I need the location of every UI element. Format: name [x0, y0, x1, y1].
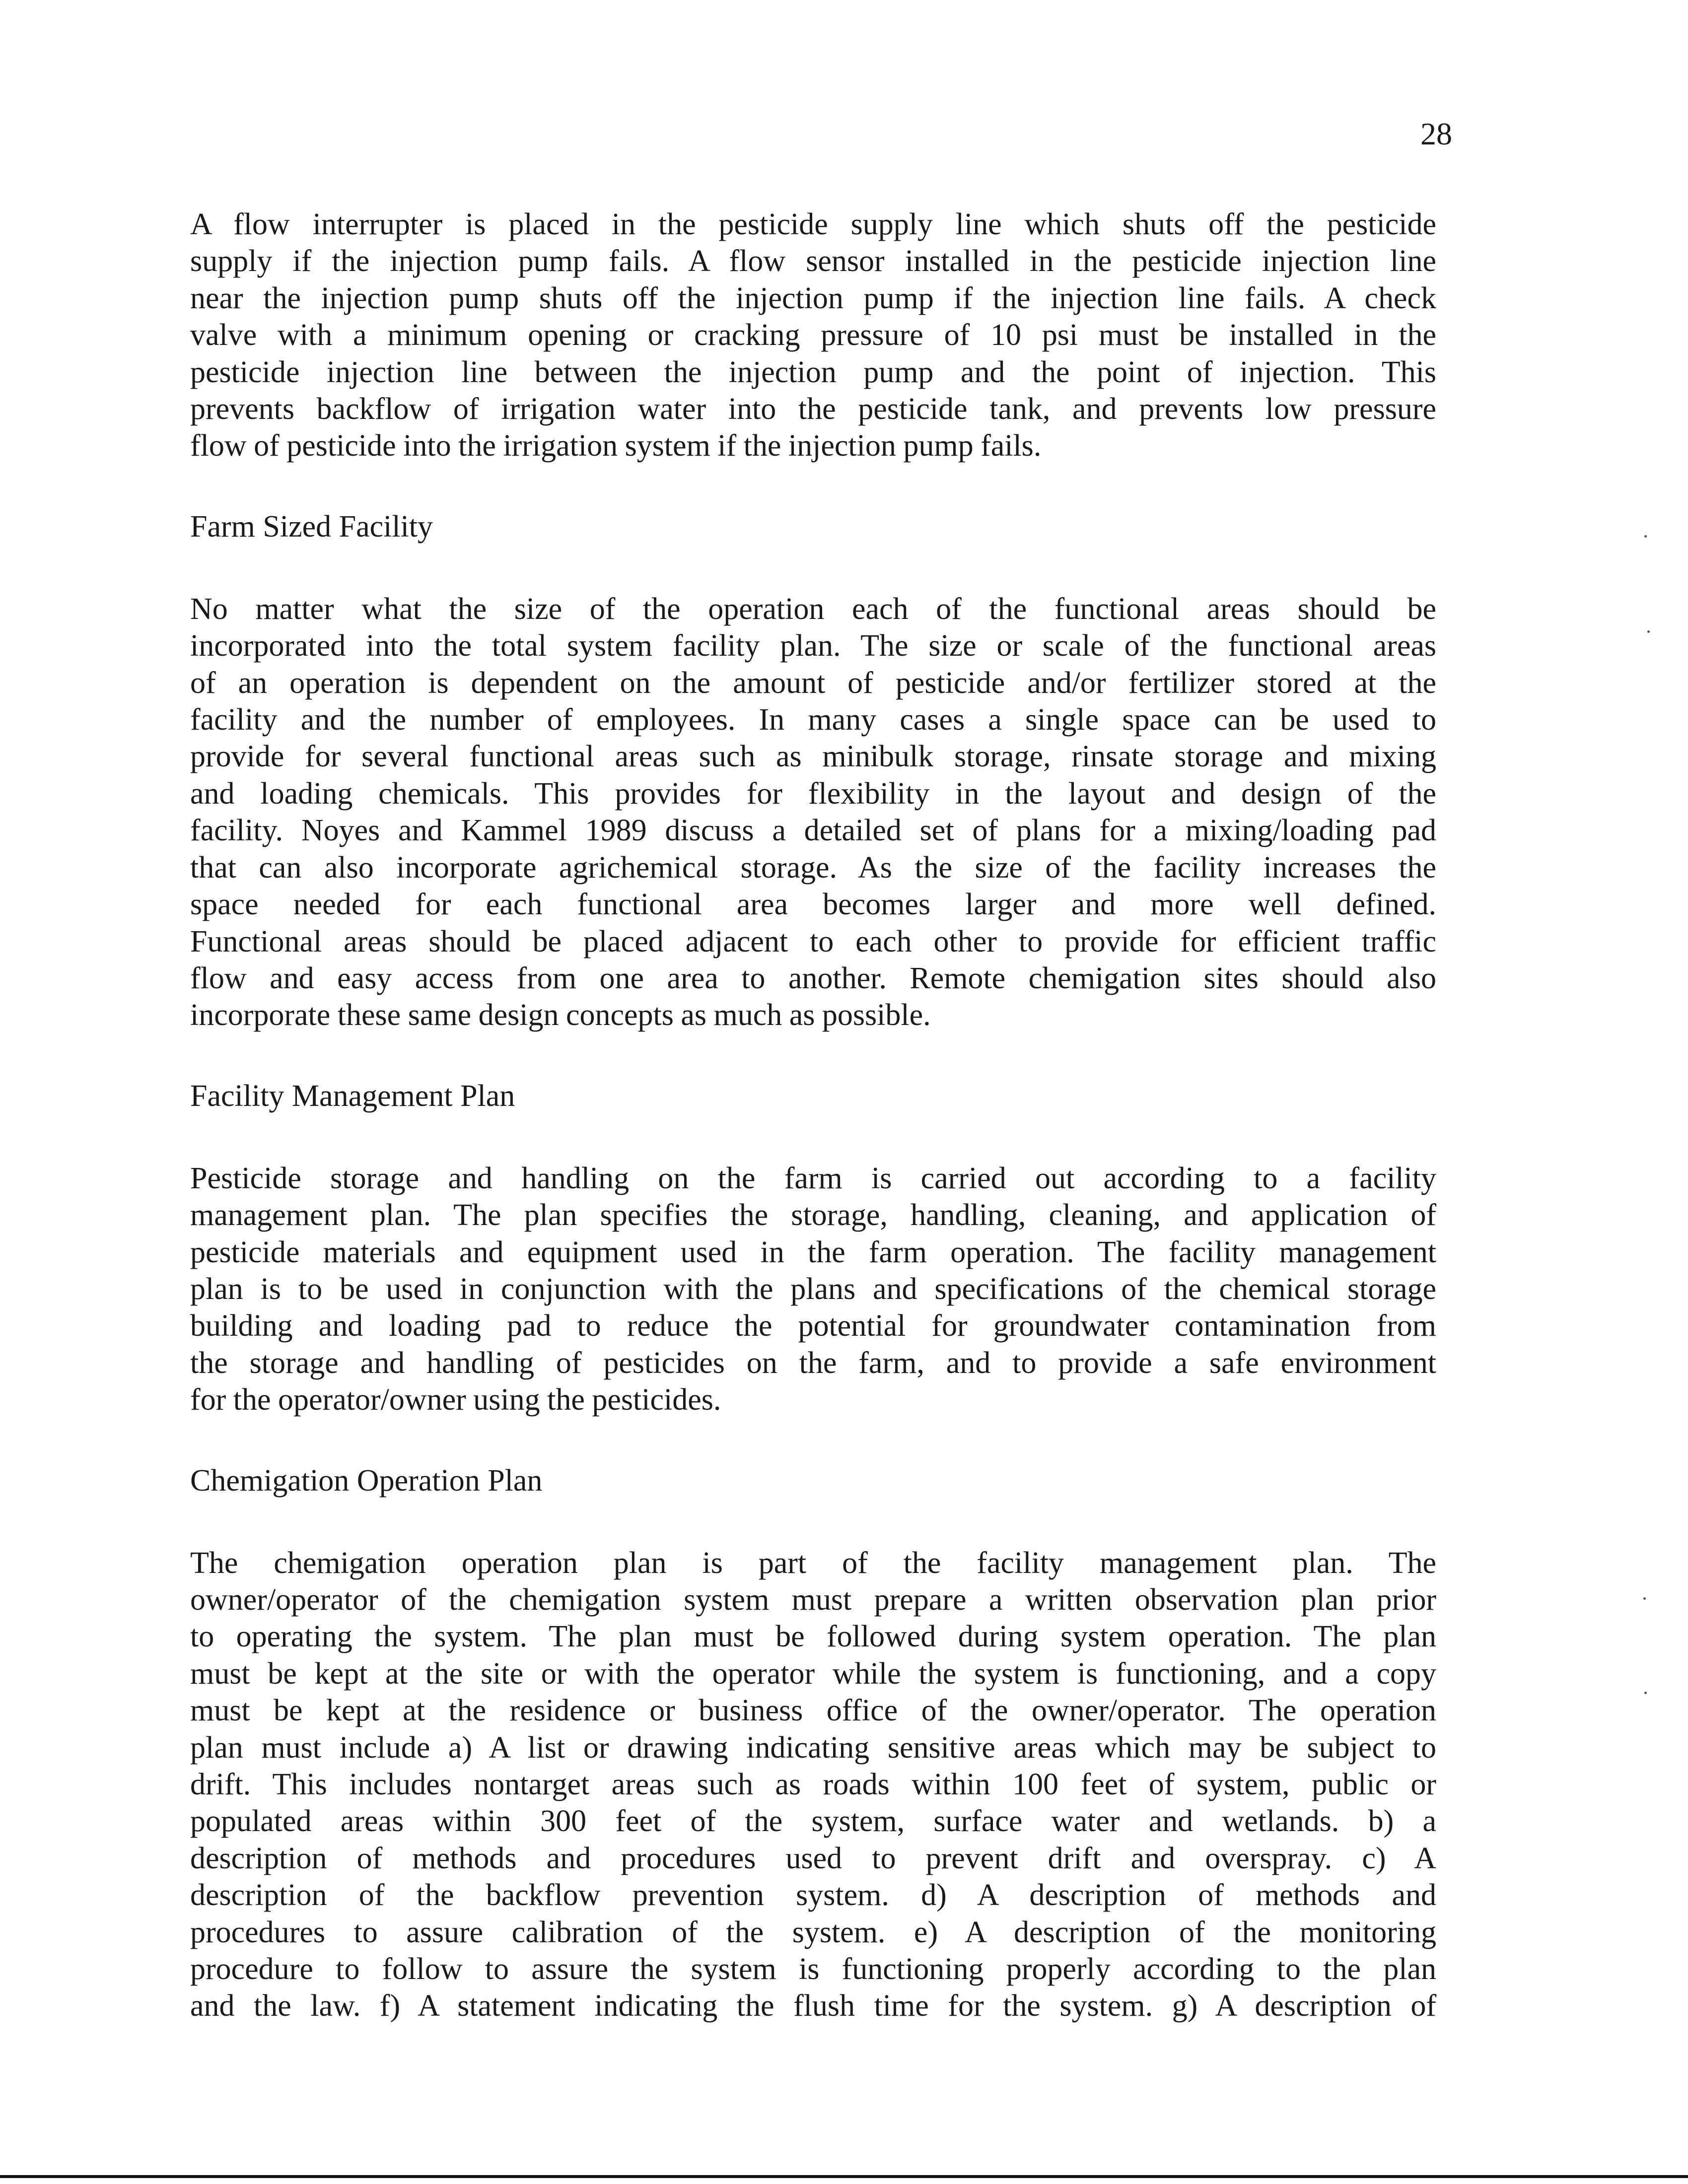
section-heading-farm-sized-facility: Farm Sized Facility [190, 509, 433, 544]
text-line: must be kept at the residence or business office of the owner/operator. The operation [190, 1694, 1436, 1728]
scan-speck [1644, 1692, 1647, 1694]
text-line: description of methods and procedures used to prevent drift and overspray. c) A [190, 1841, 1436, 1875]
text-line: pesticide injection line between the injection pump and the point of injection. This [190, 355, 1436, 389]
bottom-page-rule [0, 2175, 1688, 2178]
text-line: pesticide materials and equipment used in the farm operation. The facility management [190, 1235, 1436, 1269]
text-line: incorporate these same design concepts as much as possible. [190, 998, 931, 1032]
text-line: description of the backflow prevention system. d) A description of methods and [190, 1878, 1436, 1912]
text-line: populated areas within 300 feet of the system, surface water and wetlands. b) a [190, 1804, 1436, 1839]
scan-speck [1644, 535, 1647, 538]
text-line: procedure to follow to assure the system is functioning properly according to the plan [190, 1952, 1436, 1986]
text-line: and loading chemicals. This provides for flexibility in the layout and design of the [190, 776, 1436, 811]
text-line: to operating the system. The plan must be followed during system operation. The plan [190, 1620, 1436, 1654]
text-line: must be kept at the site or with the operator while the system is functioning, and a copy [190, 1656, 1436, 1691]
text-line: plan is to be used in conjunction with the plans and specifications of the chemical storage [190, 1272, 1436, 1306]
text-line: supply if the injection pump fails. A flow sensor installed in the pesticide injection line [190, 244, 1436, 278]
text-line: drift. This includes nontarget areas such as roads within 100 feet of system, public or [190, 1768, 1436, 1801]
text-line: near the injection pump shuts off the injection pump if the injection line fails. A check [190, 281, 1436, 315]
text-line: Pesticide storage and handling on the farm is carried out according to a facility [190, 1161, 1436, 1195]
scan-speck [1647, 630, 1650, 633]
text-line: facility. Noyes and Kammel 1989 discuss a detailed set of plans for a mixing/loading pad [190, 814, 1436, 848]
text-line: for the operator/owner using the pesticides. [190, 1383, 721, 1417]
paragraph-flow-interrupter [190, 206, 1436, 465]
paragraph-chemigation-operation-plan [190, 1545, 1436, 2025]
text-line: that can also incorporate agrichemical storage. As the size of the facility increases the [190, 850, 1436, 885]
text-line: flow of pesticide into the irrigation system if the injection pump fails. [190, 429, 1042, 463]
text-line: provide for several functional areas such as minibulk storage, rinsate storage and mixing [190, 740, 1436, 774]
text-line: management plan. The plan specifies the storage, handling, cleaning, and application of [190, 1198, 1436, 1232]
text-line: prevents backflow of irrigation water into the pesticide tank, and prevents low pressure [190, 392, 1436, 426]
document-body [190, 206, 1436, 2025]
text-line: space needed for each functional area becomes larger and more well defined. [190, 887, 1436, 922]
section-heading-chemigation-operation-plan: Chemigation Operation Plan [190, 1463, 543, 1498]
text-line: A flow interrupter is placed in the pesticide supply line which shuts off the pesticide [190, 207, 1436, 241]
text-line: the storage and handling of pesticides on the farm, and to provide a safe environment [190, 1346, 1436, 1380]
text-line: The chemigation operation plan is part of the facility management plan. The [190, 1546, 1436, 1580]
section-heading-facility-management-plan: Facility Management Plan [190, 1079, 515, 1113]
text-line: No matter what the size of the operation each of the functional areas should be [190, 592, 1436, 626]
text-line: valve with a minimum opening or cracking pressure of 10 psi must be installed in the [190, 318, 1436, 352]
paragraph-facility-management-plan [190, 1160, 1436, 1419]
text-line: owner/operator of the chemigation system must prepare a written observation plan prior [190, 1582, 1436, 1617]
text-line: building and loading pad to reduce the potential for groundwater contamination from [190, 1309, 1436, 1343]
text-line: of an operation is dependent on the amount of pesticide and/or fertilizer stored at the [190, 666, 1436, 700]
text-line: plan must include a) A list or drawing indicating sensitive areas which may be subject to [190, 1730, 1436, 1765]
text-line: procedures to assure calibration of the system. e) A description of the monitoring [190, 1915, 1436, 1949]
text-line: incorporated into the total system facility plan. The size or scale of the functional areas [190, 629, 1436, 663]
text-line: and the law. f) A statement indicating the flush time for the system. g) A description of [190, 1989, 1436, 2023]
text-line: Functional areas should be placed adjacent to each other to provide for efficient traffic [190, 924, 1436, 958]
paragraph-farm-sized-facility [190, 591, 1436, 1034]
page-number: 28 [1420, 116, 1452, 151]
text-line: flow and easy access from one area to another. Remote chemigation sites should also [190, 961, 1436, 995]
scan-speck [1643, 1597, 1646, 1600]
text-line: facility and the number of employees. In many cases a single space can be used to [190, 703, 1436, 737]
